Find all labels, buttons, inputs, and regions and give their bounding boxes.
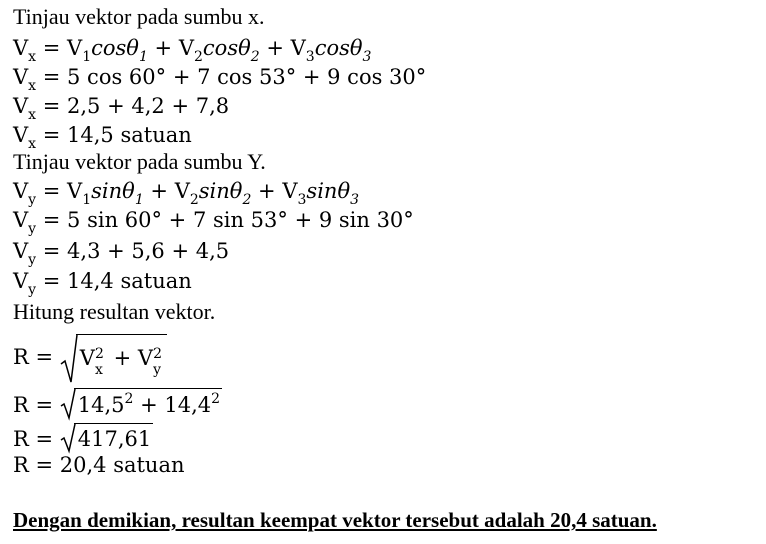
vx-symbol: V — [13, 65, 29, 89]
exponent-2: 2 — [153, 346, 162, 362]
resultant-sum-line — [13, 423, 153, 453]
equals-sign: = — [36, 36, 68, 60]
vx-sup-sub — [94, 345, 107, 378]
v3-subscript: 3 — [305, 49, 315, 65]
theta-1-subscript: 1 — [134, 192, 144, 208]
x-values-expression: = 2,5 + 4,2 + 7,8 — [36, 94, 230, 118]
y-values-expression: = 4,3 + 5,6 + 4,5 — [36, 239, 230, 263]
cos-theta-2: cosθ — [202, 36, 251, 60]
vy-symbol: V — [13, 269, 29, 293]
vx-subscript: x — [28, 49, 37, 65]
square-root-medium — [60, 388, 222, 418]
vy-subscript: y — [28, 192, 37, 208]
x-axis-heading: Tinjau vektor pada sumbu x. — [13, 4, 265, 29]
vx-symbol: V — [13, 36, 29, 60]
x-result-line — [13, 122, 192, 151]
v1-symbol: V — [67, 36, 83, 60]
square-root-large — [60, 334, 167, 382]
vx-symbol: V — [79, 346, 95, 370]
vx-value: 14,5 — [77, 393, 125, 417]
vx-symbol: V — [13, 123, 29, 147]
vy-symbol: V — [13, 239, 29, 263]
x-substitution-expression: = 5 cos 60° + 7 cos 53° + 9 cos 30° — [36, 65, 427, 89]
theta-2-subscript: 2 — [250, 49, 260, 65]
vy-symbol: V — [137, 346, 154, 370]
square-root-small — [60, 423, 153, 451]
equals-sign: = — [36, 179, 68, 203]
x-formula-line — [13, 35, 371, 64]
vy-sup-sub — [153, 345, 165, 378]
r-symbol: R = — [13, 427, 60, 451]
exponent-2: 2 — [124, 391, 134, 407]
vy-symbol: V — [13, 208, 29, 232]
plus-sign: + — [147, 36, 179, 60]
radicand-sum — [74, 423, 153, 452]
resultant-result-line: R = 20,4 satuan — [13, 453, 185, 477]
v3-subscript: 3 — [297, 192, 307, 208]
radical-sign-icon — [60, 388, 76, 420]
r-symbol: R = — [13, 345, 60, 369]
plus-sign: + — [251, 179, 283, 203]
conclusion-text: Dengan demikian, resultan keempat vektor tersebut adalah 20,4 satuan. — [13, 508, 657, 532]
vx-subscript: x — [28, 78, 37, 94]
v2-symbol: V — [178, 36, 194, 60]
x-values-line — [13, 93, 229, 122]
exponent-2: 2 — [94, 346, 104, 362]
v2-subscript: 2 — [194, 49, 203, 65]
v2-symbol: V — [174, 179, 190, 203]
vy-symbol: V — [13, 179, 29, 203]
plus-sign: + — [133, 393, 165, 417]
theta-3-subscript: 3 — [362, 49, 372, 65]
y-result-line — [13, 268, 192, 297]
resultant-substitution-line — [13, 388, 222, 420]
v3-symbol: V — [282, 179, 298, 203]
theta-3-subscript: 3 — [350, 192, 360, 208]
sin-theta-2: sinθ — [198, 179, 243, 203]
y-formula-line — [13, 178, 359, 207]
vx-symbol: V — [13, 94, 29, 118]
cos-theta-1: cosθ — [91, 36, 139, 60]
vy-value: 14,4 — [164, 393, 212, 417]
theta-2-subscript: 2 — [242, 192, 252, 208]
y-axis-heading: Tinjau vektor pada sumbu Y. — [13, 149, 266, 174]
plus-sign: + — [259, 36, 291, 60]
x-result-value: = 14,5 satuan — [36, 123, 192, 147]
vx-subscript: x — [28, 107, 37, 123]
v3-symbol: V — [290, 36, 306, 60]
vx-subscript: x — [28, 136, 37, 152]
vy-subscript: y — [28, 252, 37, 268]
v1-subscript: 1 — [82, 49, 92, 65]
v1-subscript: 1 — [82, 192, 92, 208]
radical-sign-icon — [60, 334, 78, 384]
radical-sign-icon — [60, 423, 76, 453]
y-substitution-line — [13, 207, 414, 236]
sum-value: 417,61 — [77, 427, 152, 451]
y-result-value: = 14,4 satuan — [36, 269, 192, 293]
vy-subscript: y — [153, 362, 161, 378]
sin-theta-3: sinθ — [306, 179, 351, 203]
exponent-2: 2 — [211, 391, 221, 407]
radicand-vx-vy — [76, 334, 167, 377]
plus-sign: + — [106, 346, 138, 370]
cos-theta-3: cosθ — [314, 36, 363, 60]
plus-sign: + — [143, 179, 175, 203]
vy-subscript: y — [28, 221, 37, 237]
radicand-values — [74, 388, 222, 421]
v2-subscript: 2 — [189, 192, 199, 208]
vy-subscript: y — [28, 282, 37, 298]
y-substitution-expression: = 5 sin 60° + 7 sin 53° + 9 sin 30° — [36, 208, 414, 232]
x-substitution-line — [13, 64, 426, 93]
v1-symbol: V — [67, 179, 83, 203]
resultant-formula-line — [13, 334, 167, 384]
resultant-heading: Hitung resultan vektor. — [13, 299, 216, 324]
sin-theta-1: sinθ — [91, 179, 135, 203]
theta-1-subscript: 1 — [138, 49, 148, 65]
r-symbol: R = — [13, 393, 60, 417]
y-values-line — [13, 238, 229, 267]
vx-subscript: x — [94, 362, 103, 378]
